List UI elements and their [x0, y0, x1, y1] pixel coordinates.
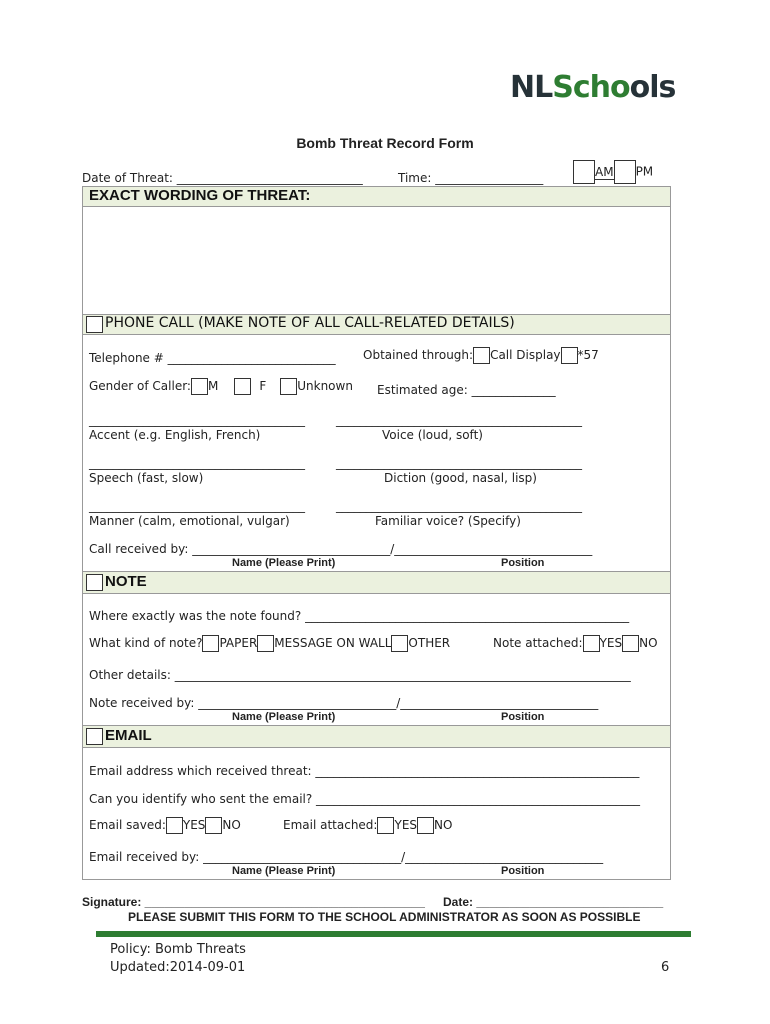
phone-call-header: [82, 314, 671, 335]
email-saved-group: [89, 817, 241, 834]
call-position-label: Position: [501, 557, 545, 569]
other-checkbox[interactable]: [391, 635, 408, 652]
email-saved-yes-checkbox[interactable]: [166, 817, 183, 834]
message-on-wall-label: MESSAGE ON WALL: [274, 636, 392, 650]
nlschools-logo: [510, 70, 675, 105]
note-location-field[interactable]: Where exactly was the note found? ______________________________________________________: [89, 609, 630, 623]
time-field[interactable]: Time: __________________: [398, 171, 544, 185]
other-label: OTHER: [408, 636, 451, 650]
phone-call-checkbox[interactable]: [86, 316, 103, 333]
call-name-label: Name (Please Print): [232, 557, 336, 569]
diction-label: Diction (good, nasal, lisp): [384, 471, 537, 485]
email-saved-no-label: NO: [222, 818, 241, 832]
note-attached-no-label: NO: [639, 636, 658, 650]
pm-label: PM: [635, 164, 654, 179]
email-header: [82, 725, 671, 748]
email-attached-no-checkbox[interactable]: [417, 817, 434, 834]
email-saved-yes-label: YES: [182, 818, 206, 832]
date-of-threat-field[interactable]: Date of Threat: _______________________________: [82, 171, 363, 185]
call-display-label: Call Display: [490, 348, 561, 362]
speech-line[interactable]: ____________________________________: [89, 456, 305, 470]
estimated-age-field[interactable]: Estimated age: ______________: [377, 383, 556, 397]
email-identify-field[interactable]: Can you identify who sent the email? ______________________________________________________: [89, 792, 641, 806]
familiar-line[interactable]: _________________________________________: [336, 499, 582, 513]
email-position-label: Position: [501, 865, 545, 877]
phone-call-title: [105, 315, 515, 331]
other-details-field[interactable]: Other details: ____________________________________________________________________________: [89, 668, 631, 682]
logo-text-nl: NL: [510, 70, 553, 105]
signature-field[interactable]: Signature: __________________________________________: [82, 895, 425, 909]
policy-label: Policy: Bomb Threats: [110, 942, 246, 957]
signature-date-field[interactable]: Date: ____________________________: [443, 895, 664, 909]
note-position-label: Position: [501, 711, 545, 723]
note-attached-yes-label: YES: [599, 636, 623, 650]
updated-label: Updated:2014-09-01: [110, 960, 246, 975]
manner-line[interactable]: ____________________________________: [89, 499, 305, 513]
am-checkbox[interactable]: [573, 160, 595, 184]
gender-m-checkbox[interactable]: [191, 378, 208, 395]
submit-instruction: PLEASE SUBMIT THIS FORM TO THE SCHOOL ADMINISTRATOR AS SOON AS POSSIBLE: [128, 910, 641, 924]
note-header: [82, 571, 671, 594]
gender-unknown-label: Unknown: [297, 379, 353, 393]
phone-call-title-bold: PHONE CALL: [105, 315, 194, 331]
speech-label: Speech (fast, slow): [89, 471, 204, 485]
email-name-label: Name (Please Print): [232, 865, 336, 877]
note-kind-group: [89, 635, 450, 652]
email-saved-label: Email saved:: [89, 818, 166, 832]
note-kind-label: What kind of note?: [89, 636, 203, 650]
note-name-label: Name (Please Print): [232, 711, 336, 723]
accent-label: Accent (e.g. English, French): [89, 428, 261, 442]
email-title: EMAIL: [105, 727, 152, 744]
message-on-wall-checkbox[interactable]: [257, 635, 274, 652]
note-attached-yes-checkbox[interactable]: [583, 635, 600, 652]
voice-line[interactable]: _________________________________________: [336, 413, 582, 427]
email-attached-yes-label: YES: [394, 818, 418, 832]
telephone-field[interactable]: Telephone # ____________________________: [89, 351, 336, 365]
email-attached-no-label: NO: [434, 818, 453, 832]
page-title: Bomb Threat Record Form: [296, 135, 474, 151]
obtained-through-label: Obtained through:: [363, 348, 474, 362]
familiar-voice-label: Familiar voice? (Specify): [375, 514, 521, 528]
gender-f-checkbox[interactable]: [234, 378, 251, 395]
gender-m-label: M: [207, 379, 219, 393]
note-attached-group: [493, 635, 658, 652]
paper-checkbox[interactable]: [202, 635, 219, 652]
call-display-checkbox[interactable]: [473, 347, 490, 364]
voice-label: Voice (loud, soft): [382, 428, 483, 442]
footer-divider: [96, 931, 691, 937]
email-attached-yes-checkbox[interactable]: [377, 817, 394, 834]
call-received-by-field[interactable]: Call received by: _________________________________/_________________________________: [89, 542, 593, 556]
manner-label: Manner (calm, emotional, vulgar): [89, 514, 290, 528]
email-checkbox[interactable]: [86, 728, 103, 745]
email-received-by-field[interactable]: Email received by: _________________________________/_________________________________: [89, 850, 604, 864]
pm-checkbox[interactable]: [614, 160, 636, 184]
exact-wording-header: [82, 186, 671, 207]
email-address-field[interactable]: Email address which received threat: ______________________________________________________: [89, 764, 640, 778]
accent-line[interactable]: ____________________________________: [89, 413, 305, 427]
email-attached-label: Email attached:: [283, 818, 378, 832]
gender-f-label: F: [259, 379, 267, 393]
page-number: 6: [661, 960, 670, 975]
logo-text-schools: Scho: [552, 70, 630, 105]
note-attached-label: Note attached:: [493, 636, 583, 650]
star57-checkbox[interactable]: [561, 347, 578, 364]
exact-wording-title: EXACT WORDING OF THREAT:: [89, 187, 311, 204]
phone-call-section: [82, 334, 671, 572]
email-attached-group: [283, 817, 452, 834]
diction-line[interactable]: _________________________________________: [336, 456, 582, 470]
gender-label: Gender of Caller:: [89, 379, 191, 393]
paper-label: PAPER: [219, 636, 258, 650]
email-saved-no-checkbox[interactable]: [205, 817, 222, 834]
note-title: NOTE: [105, 573, 147, 590]
am-label: AM: [595, 164, 614, 179]
note-received-by-field[interactable]: Note received by: _________________________________/_________________________________: [89, 696, 599, 710]
gender-unknown-checkbox[interactable]: [280, 378, 297, 395]
exact-wording-area[interactable]: [82, 206, 671, 315]
note-attached-no-checkbox[interactable]: [622, 635, 639, 652]
logo-text-ols: ols: [629, 70, 676, 105]
am-pm-group: [573, 160, 653, 184]
obtained-through-group: [363, 347, 599, 364]
phone-call-title-rest: (MAKE NOTE OF ALL CALL-RELATED DETAILS): [193, 315, 515, 331]
note-checkbox[interactable]: [86, 574, 103, 591]
star57-label: *57: [577, 348, 599, 362]
gender-group: [89, 378, 353, 395]
